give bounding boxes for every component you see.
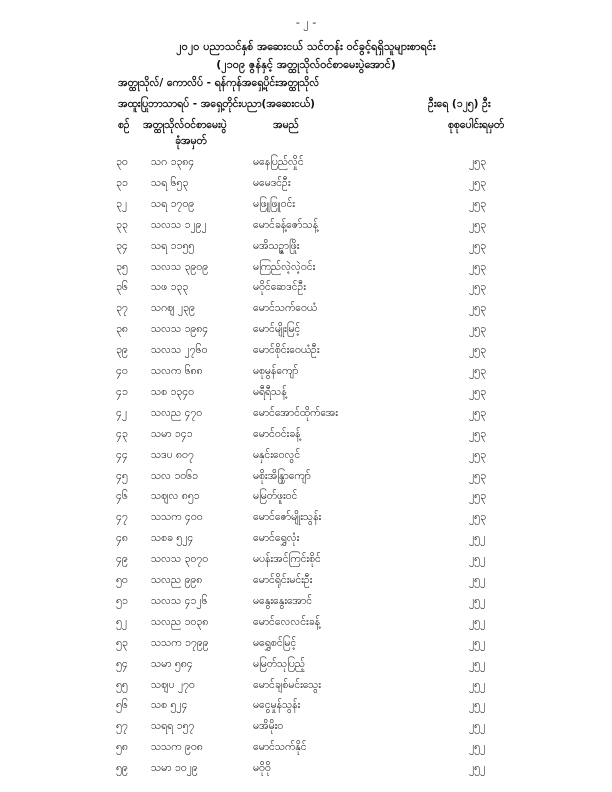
total-mark: ၂၅၃: [469, 260, 486, 273]
total-mark: ၂၅၃: [469, 156, 486, 168]
student-name: မနေပြည်လှိုင်: [253, 156, 304, 168]
total-mark: ၂၅၂: [469, 720, 486, 733]
roll-number: သလည ၉၉၈: [151, 574, 203, 586]
total-mark: ၂၅၃: [469, 239, 486, 252]
row-number: ၄၇: [116, 511, 128, 524]
row-number: ၃၈: [116, 323, 128, 336]
roll-number: သလည ၄၇၀: [151, 406, 203, 419]
roll-number: သမာ ၁၀၂၉: [151, 762, 198, 775]
table-row: [0, 490, 612, 509]
roll-number: သဖ ၁၃၃: [151, 281, 189, 294]
student-name: မအိမိုးဝ: [253, 720, 284, 733]
student-name: မအိသဉ္ဇာဖြိုး: [253, 239, 300, 252]
total-mark: ၂၅၂: [469, 615, 486, 628]
roll-number: သလသ ၁၂၉၂: [151, 218, 207, 231]
row-number: ၅၃: [116, 636, 128, 649]
student-name: မောင်ခန့်ဇော်သန့်: [253, 218, 319, 231]
student-name: မောင်ဝင်းခန့်: [253, 427, 301, 440]
roll-number: သလက ၆၈၈: [151, 365, 203, 377]
student-name: မကြည်လဲ့လဲ့ဝင်း: [253, 260, 316, 273]
total-mark: ၂၅၂: [469, 741, 486, 754]
student-name: မရီရီသန့်: [253, 385, 287, 398]
student-name: မနှင်းဝေလွင်: [253, 448, 301, 461]
header-name: အမည်: [273, 119, 299, 131]
roll-number: သသက ၁၇၉၉: [151, 636, 209, 649]
row-number: ၄၃: [116, 427, 128, 440]
table-row: [0, 679, 612, 698]
row-number: ၅၈: [116, 741, 128, 754]
total-mark: ၂၅၂: [469, 636, 486, 649]
table-row: [0, 470, 612, 489]
total-mark: ၂၅၃: [469, 344, 486, 357]
total-mark: ၂၅၃: [469, 511, 486, 524]
student-name: မဝိုဝို: [253, 762, 271, 775]
row-number: ၅၇: [116, 720, 128, 733]
row-number: ၃၉: [116, 344, 128, 357]
total-mark: ၂၅၃: [469, 302, 486, 315]
student-name: မောင်ရိုင်းမင်းဦး: [253, 574, 313, 586]
total-mark: ၂၅၂: [469, 574, 486, 586]
student-name: မောင်သက်နိုင်: [253, 741, 307, 754]
total-mark: ၂၅၃: [469, 448, 486, 461]
roll-number: သလ ၁၀၆၁: [151, 469, 198, 482]
roll-number: သသက ၉၀၈: [151, 741, 203, 754]
header-roll: အတ္ထုသိုလ်ဝင်စာမေးပွဲ: [143, 119, 227, 131]
row-number: ၄၄: [116, 448, 128, 461]
document-subtitle: (၂၁၀၉ ဇွန်နှင့် အတ္ထုသိုလ်ဝင်စာမေးပွဲအောင်): [216, 58, 396, 71]
table-row: [0, 407, 612, 426]
row-number: ၄၅: [116, 469, 128, 482]
roll-number: သရရ ၁၅၇: [151, 720, 195, 733]
header-roll-sub: ခုံအမှတ်: [175, 135, 207, 147]
table-row: [0, 616, 612, 635]
row-number: ၄၂: [116, 406, 128, 419]
roll-number: သဂ ၁၃၈၄: [151, 156, 195, 168]
student-name: မောင်ရွှေလုံး: [253, 532, 300, 545]
table-row: [0, 261, 612, 280]
total-mark: ၂၅၃: [469, 197, 486, 210]
table-row: [0, 658, 612, 677]
student-name: မရွှေစင်မြင့်: [253, 636, 297, 649]
roll-number: သရ ၆၅၃: [151, 176, 189, 189]
student-name: မဝိုင်ဆေဒင်ဦး: [253, 281, 306, 294]
table-row: [0, 595, 612, 614]
row-number: ၃၂: [116, 197, 128, 210]
table-row: [0, 344, 612, 363]
student-name: မစုမွန်ကျော်: [253, 365, 299, 377]
row-number: ၃၆: [116, 281, 128, 294]
roll-number: သမာ ၁၄၁: [151, 427, 193, 440]
table-row: [0, 699, 612, 718]
table-row: [0, 219, 612, 238]
total-mark: ၂၅၃: [469, 427, 486, 440]
total-mark: ၂၅၃: [469, 406, 486, 419]
total-mark: ၂၅၃: [469, 469, 486, 482]
table-row: [0, 511, 612, 530]
student-name: မောင်အောင်ထိုက်အေး: [253, 406, 338, 419]
table-row: [0, 302, 612, 321]
header-total: စုစုပေါင်းရမှတ်: [448, 119, 505, 131]
student-name: မောင်စိုင်းဝေယံဦး: [253, 344, 320, 357]
roll-number: သစ ၁၃၄၀: [151, 385, 195, 398]
row-number: ၄၉: [116, 553, 128, 566]
student-name: မမေဒင်ဦး: [253, 176, 291, 189]
student-name: မောင်ဇော်မျိုးသွန်း: [253, 511, 322, 524]
student-name: မငွေမှုန်သွန်း: [253, 699, 301, 712]
row-number: ၃၇: [116, 302, 128, 315]
total-mark: ၂၅၂: [469, 553, 486, 566]
page-number: - ၂ -: [295, 16, 317, 29]
table-row: [0, 240, 612, 259]
table-row: [0, 762, 612, 781]
table-row: [0, 365, 612, 384]
table-row: [0, 449, 612, 468]
total-mark: ၂၅၃: [469, 365, 486, 377]
total-mark: ၂၅၂: [469, 762, 486, 775]
roll-number: သဂဈ ၂၃၉: [151, 302, 195, 315]
roll-number: သစ ၅၂၄: [151, 699, 188, 712]
row-number: ၅၀: [116, 574, 128, 586]
table-row: [0, 553, 612, 572]
document-title: ၂၀၂၀ ပညာသင်နှစ် အဆေးငယ် သင်တန်း ဝင်ခွင့်ရရှိသူများစာရင်း: [176, 40, 436, 53]
row-number: ၅၂: [116, 615, 128, 628]
row-number: ၅၄: [116, 657, 128, 670]
student-name: မပန်းအင်ကြင်းစိုင်: [253, 553, 321, 566]
table-row: [0, 281, 612, 300]
roll-number: သလည ၁၀၃၈: [151, 615, 209, 628]
total-mark: ၂၅၂: [469, 699, 486, 712]
total-mark: ၂၅၃: [469, 176, 486, 189]
total-mark: ၂၅၂: [469, 678, 486, 691]
student-name: မမြတ်ဖူးဝင်: [253, 490, 298, 503]
row-number: ၄၈: [116, 532, 128, 545]
row-number: ၃၃: [116, 218, 128, 231]
roll-number: သလသ ၃၀၇၀: [151, 553, 209, 566]
row-number: ၅၁: [116, 594, 128, 607]
total-mark: ၂၅၂: [469, 657, 486, 670]
table-row: [0, 574, 612, 593]
table-row: [0, 532, 612, 551]
row-number: ၄၁: [116, 385, 128, 398]
roll-number: သလသ ၃၉၀၉: [151, 260, 209, 273]
row-number: ၄၀: [116, 365, 128, 377]
roll-number: သရ ၁၁၅၅: [151, 239, 195, 252]
student-name: မဖြူဖြူဝင်း: [253, 197, 295, 210]
row-number: ၃၄: [116, 239, 128, 252]
table-row: [0, 177, 612, 196]
total-mark: ၂၅၂: [469, 594, 486, 607]
roll-number: သစခ ၅၂၄: [151, 532, 194, 545]
roll-number: သရ ၁၇၀၉: [151, 197, 195, 210]
row-number: ၃၅: [116, 260, 128, 273]
table-row: [0, 386, 612, 405]
student-name: မနွေးနွေးအောင်: [253, 594, 313, 607]
row-number: ၅၉: [116, 762, 128, 775]
row-number: ၃၀: [116, 156, 128, 168]
table-row: [0, 720, 612, 739]
student-name: မောင်လေလင်းခန့်: [253, 615, 321, 628]
major-line: အထူးပြုဘာသာရပ် - အရှေ့တိုင်းပညာ(အဆေးငယ်): [118, 98, 315, 110]
total-mark: ၂၅၂: [469, 532, 486, 545]
student-name: မမြတ်သုပြည့်: [253, 657, 306, 670]
roll-number: သဈလ ၈၅၁: [151, 490, 200, 503]
total-mark: ၂၅၃: [469, 323, 486, 336]
student-name: မောင်ချစ်မင်းသွေး: [253, 678, 321, 691]
table-row: [0, 156, 612, 175]
university-line: အတ္ထုသိုလ်/ ကောလိပ် - ရန်ကုန်အရှေ့ပိုင်းအတ္ထုသိုလ်: [118, 77, 320, 89]
table-row: [0, 323, 612, 342]
student-name: မစိုးအိန္ဒြာကျော်: [253, 469, 311, 482]
total-mark: ၂၅၃: [469, 281, 486, 294]
header-no: စဉ်: [118, 119, 130, 131]
table-row: [0, 741, 612, 760]
roll-number: သလသ ၁၉၈၄: [151, 323, 209, 336]
roll-number: သလသ ၄၁၂၆: [151, 594, 208, 607]
student-name: မောင်မျိုးမြင့်: [253, 323, 301, 336]
total-mark: ၂၅၃: [469, 490, 486, 503]
row-number: ၅၆: [116, 699, 128, 712]
table-row: [0, 198, 612, 217]
total-mark: ၂၅၃: [469, 385, 486, 398]
table-row: [0, 637, 612, 656]
count-line: ဦးရေ (၁၂၅) ဦး: [428, 98, 491, 110]
roll-number: သလသ ၂၇၆၀: [151, 344, 208, 357]
roll-number: သဈပ ၂၇၀: [151, 678, 195, 691]
student-name: မောင်သက်ဝေယံ: [253, 302, 318, 315]
row-number: ၃၁: [116, 176, 128, 189]
row-number: ၄၆: [116, 490, 128, 503]
table-row: [0, 428, 612, 447]
total-mark: ၂၅၃: [469, 218, 486, 231]
roll-number: သမာ ၅၈၄: [151, 657, 193, 670]
row-number: ၅၅: [116, 678, 128, 691]
roll-number: သသက ၄၀၀: [151, 511, 203, 524]
roll-number: သဒပ ၈၀၇: [151, 448, 194, 461]
